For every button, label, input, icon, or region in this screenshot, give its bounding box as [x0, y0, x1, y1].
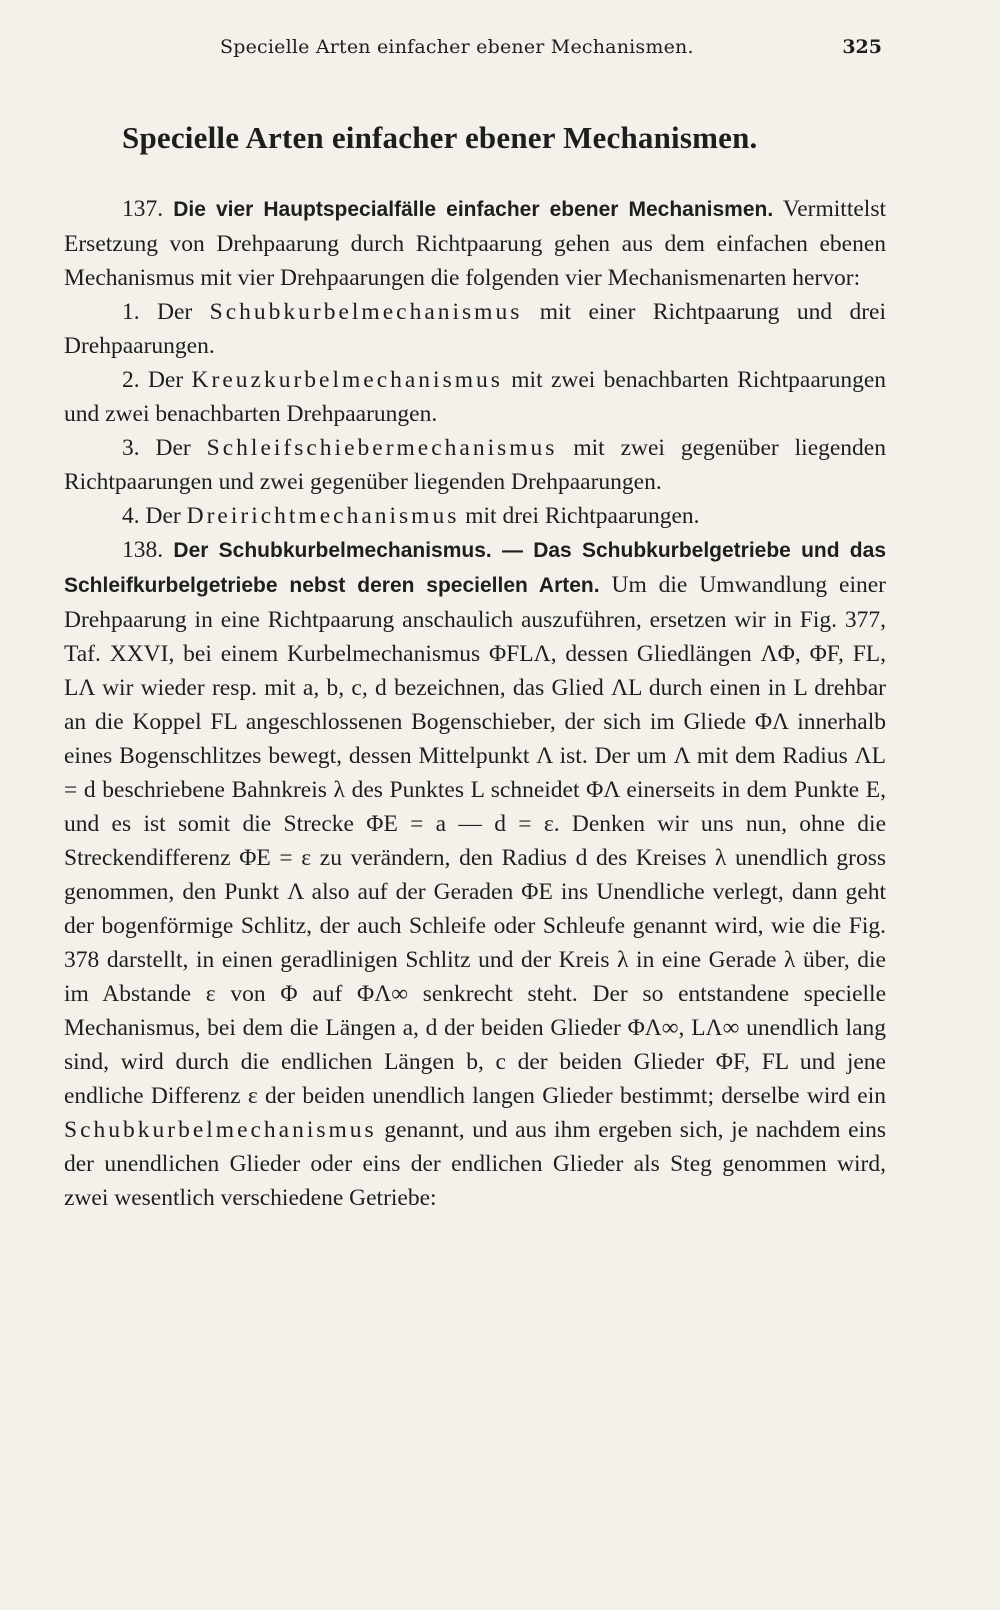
paragraph-138-term: Schubkurbelmechanismus	[64, 1117, 377, 1143]
list-item-term: Schubkurbelmechanismus	[209, 299, 523, 325]
list-item	[64, 431, 886, 499]
list-item	[64, 499, 886, 533]
list-item-text: mit zwei benachbarten Richtpaarungen und zwei benachbarten Drehpaarungen.	[64, 367, 887, 427]
section-heading-137: Die vier Hauptspecialfälle einfacher ebener Mechanismen.	[173, 198, 774, 221]
page-number: 325	[842, 36, 882, 58]
section-title: Specielle Arten einfacher ebener Mechanismen.	[122, 120, 758, 155]
list-item-term: Kreuzkurbelmechanismus	[191, 367, 503, 393]
list-item-number: 1. Der	[122, 299, 193, 325]
paragraph-138-text-b: genannt, und aus ihm ergeben sich, je nachdem eins der unendlichen Glieder oder eins der endlichen Glieder als Steg genommen wird, zwei wesentlich verschiedene Getriebe:	[64, 1117, 886, 1211]
paragraph-138	[64, 533, 886, 1215]
list-item-term: Schleifschiebermechanismus	[206, 435, 558, 461]
list-item	[64, 363, 886, 431]
list-item-text: mit einer Richtpaarung und drei Drehpaarungen.	[64, 299, 886, 359]
paragraph-137-text: Vermittelst Ersetzung von Drehpaarung durch Richtpaarung gehen aus dem einfachen ebenen Mechanismus mit vier Drehpaarungen die folgenden vier Mechanismenarten hervor:	[64, 196, 886, 291]
main-text	[64, 120, 886, 1215]
list-item-text: mit drei Richtpaarungen.	[465, 503, 700, 529]
paragraph-138-text-a: Um die Umwandlung einer Drehpaarung in eine Richtpaarung anschaulich auszuführen, ersetzen wir in Fig. 377, Taf. XXVI, bei einem Kurbelmechanismus ΦFLΛ, dessen Gliedlängen ΛΦ, ΦF, FL, LΛ wir wieder resp. mit a, b, c, d bezeichnen, das Glied ΛL durch einen in L drehbar an die Koppel FL angeschlossenen Bogenschieber, der sich im Gliede ΦΛ innerhalb eines Bogenschlitzes bewegt, dessen Mittelpunkt Λ ist. Der um Λ mit dem Radius ΛL = d beschriebene Bahnkreis λ des Punktes L schneidet ΦΛ einerseits in dem Punkte E, und es ist somit die Strecke ΦE = a — d = ε. Denken wir uns nun, ohne die Streckendifferenz ΦE = ε zu verändern, den Radius d des Kreises λ unendlich gross genommen, den Punkt Λ also auf der Geraden ΦE ins Unendliche verlegt, dann geht der bogenförmige Schlitz, der auch Schleife oder Schleufe genannt wird, wie die Fig. 378 darstellt, in einen geradlinigen Schlitz und der Kreis λ in eine Gerade λ über, die im Abstande ε von Φ auf ΦΛ∞ senkrecht steht. Der so entstandene specielle Mechanismus, bei dem die Längen a, d der beiden Glieder ΦΛ∞, LΛ∞ unendlich lang sind, wird durch die endlichen Längen b, c der beiden Glieder ΦF, FL und jene endliche Differenz ε der beiden unendlich langen Glieder bestimmt; derselbe wird ein	[64, 572, 886, 1109]
list-item-term: Dreirichtmechanismus	[186, 503, 460, 529]
list-item-number: 2. Der	[122, 367, 184, 393]
section-number-138: 138.	[122, 537, 164, 563]
section-number-137: 137.	[122, 196, 164, 222]
list-item	[64, 295, 886, 363]
list-item-text: mit zwei gegenüber liegenden Richtpaarungen und zwei gegenüber liegenden Drehpaarungen.	[64, 435, 886, 495]
running-head-title: Specielle Arten einfacher ebener Mechanismen.	[220, 36, 694, 58]
list-item-number: 4. Der	[122, 503, 181, 529]
list-item-number: 3. Der	[122, 435, 191, 461]
paragraph-137	[64, 192, 886, 295]
section-heading-138: Der Schubkurbelmechanismus. — Das Schubkurbelgetriebe und das Schleifkurbelgetriebe nebst deren speciellen Arten.	[64, 539, 886, 597]
